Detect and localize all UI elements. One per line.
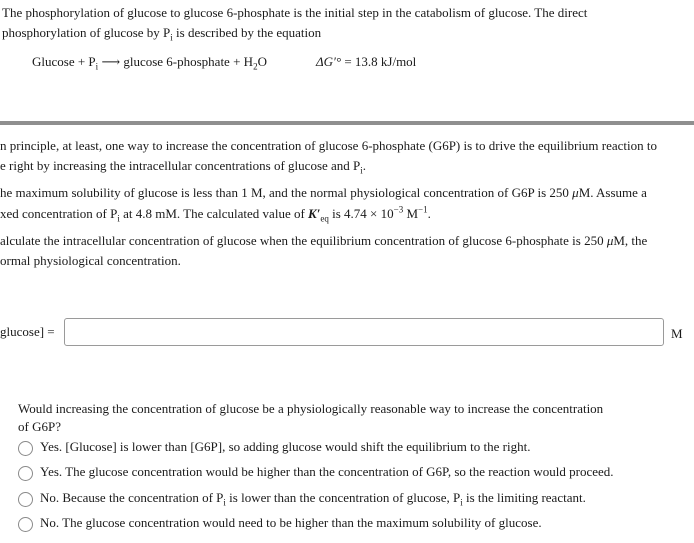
keq-exponent: −3: [393, 204, 404, 215]
keq-unit: M: [403, 206, 419, 221]
equation-pi-sub: i: [95, 61, 99, 72]
option-3-label[interactable]: [40, 489, 586, 507]
glucose-answer-unit: [671, 325, 683, 343]
question-2-text-2: of G6P?: [18, 419, 61, 434]
option-3-pi-sub-2: i: [460, 497, 463, 508]
paragraph-1-text-1: n principle, at least, one way to increase the concentration of glucose 6-phosphate (G6P) is to drive the equilibrium reaction to: [0, 138, 658, 153]
intro-line-2: [2, 24, 321, 42]
reaction-arrow-icon: ⟶: [101, 54, 121, 69]
paragraph-1-pi-sub: i: [360, 165, 363, 176]
paragraph-2-text-2: xed concentration of P: [0, 206, 118, 221]
keq-value: is 4.74 × 10: [328, 206, 394, 221]
paragraph-3-line-1: [0, 232, 647, 250]
mu-symbol-2: μ: [606, 233, 614, 248]
pi-subscript: i: [170, 32, 173, 43]
keq-unit-exponent: −1: [418, 204, 428, 215]
intro-text-2b: is described by the equation: [172, 25, 322, 40]
paragraph-1-line-1: [0, 137, 657, 155]
option-4-text: No. The glucose concentration would need to be higher than the maximum solubility of glucose.: [40, 515, 542, 530]
intro-line-1: [2, 4, 587, 22]
section-divider: [0, 121, 694, 125]
equation-h2-sub: 2: [253, 61, 258, 72]
paragraph-1-period: .: [362, 158, 367, 173]
unit-label: M: [671, 326, 683, 341]
paragraph-3-text-1b: M, the: [613, 233, 648, 248]
paragraph-1-line-2: [0, 157, 366, 175]
option-2-label[interactable]: [40, 463, 614, 481]
option-1-radio[interactable]: [18, 441, 33, 456]
delta-g-expression: [316, 53, 416, 71]
paragraph-2-line-1: [0, 184, 647, 202]
glucose-concentration-input[interactable]: [64, 318, 664, 346]
question-2-line-2: [18, 418, 61, 436]
delta-g-label: ΔG′°: [316, 54, 342, 69]
intro-text-2: phosphorylation of glucose by P: [2, 25, 171, 40]
equation-rhs: glucose 6-phosphate + H: [123, 54, 254, 69]
option-3-text-c: is the limiting reactant.: [462, 490, 586, 505]
intro-text-1: The phosphorylation of glucose to glucose 6-phosphate is the initial step in the catabolism of glucose. The direct: [2, 5, 588, 20]
keq-subscript: eq: [320, 213, 329, 224]
keq-symbol: K′: [308, 206, 321, 221]
paragraph-3-text-2: ormal physiological concentration.: [0, 253, 181, 268]
paragraph-1-text-2: e right by increasing the intracellular concentrations of glucose and P: [0, 158, 361, 173]
equation-lhs: Glucose + P: [32, 54, 96, 69]
paragraph-3-line-2: [0, 252, 181, 270]
delta-g-value: = 13.8 kJ/mol: [341, 54, 417, 69]
reaction-equation: [32, 53, 267, 71]
question-2-text-1: Would increasing the concentration of glucose be a physiologically reasonable way to increase the concentration: [18, 401, 604, 416]
option-3-text-a: No. Because the concentration of P: [40, 490, 224, 505]
equation-rhs-o: O: [257, 54, 267, 69]
option-4-radio[interactable]: [18, 517, 33, 532]
option-2-radio[interactable]: [18, 466, 33, 481]
paragraph-2-text-2b: at 4.8 mM. The calculated value of: [119, 206, 309, 221]
glucose-answer-label-text: glucose] =: [0, 324, 55, 339]
mu-symbol: μ: [572, 185, 579, 200]
paragraph-2-line-2: [0, 205, 431, 223]
option-3-text-b: is lower than the concentration of glucose, P: [225, 490, 461, 505]
paragraph-2-text-1b: M. Assume a: [578, 185, 647, 200]
option-2-text: Yes. The glucose concentration would be higher than the concentration of G6P, so the reaction would proceed.: [40, 464, 614, 479]
question-2-line-1: [18, 400, 603, 418]
option-1-label[interactable]: [40, 438, 530, 456]
paragraph-2-period: .: [427, 206, 431, 221]
option-4-label[interactable]: [40, 514, 542, 532]
paragraph-2-pi-sub: i: [117, 213, 120, 224]
option-3-pi-sub: i: [223, 497, 226, 508]
paragraph-3-text-1: alculate the intracellular concentration of glucose when the equilibrium concentration of glucose 6-phosphate is 250: [0, 233, 607, 248]
option-3-radio[interactable]: [18, 492, 33, 507]
option-1-text: Yes. [Glucose] is lower than [G6P], so adding glucose would shift the equilibrium to the right.: [40, 439, 531, 454]
paragraph-2-text-1: he maximum solubility of glucose is less than 1 M, and the normal physiological concentration of G6P is 250: [0, 185, 573, 200]
glucose-answer-label: [0, 323, 55, 341]
